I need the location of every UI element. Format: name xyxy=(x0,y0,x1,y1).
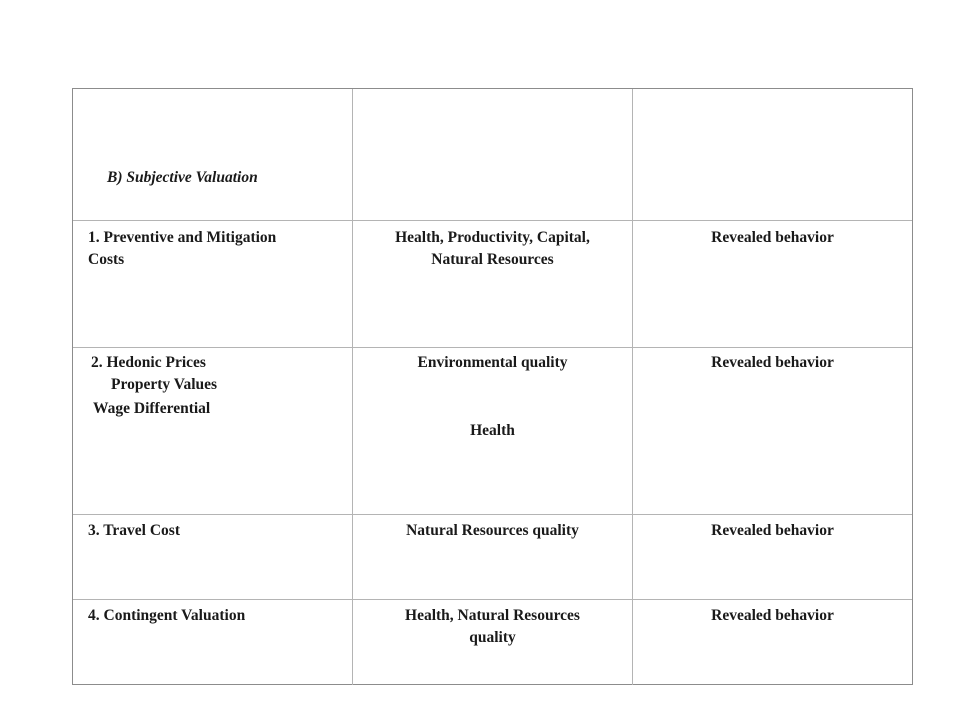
applies-to-line: Health xyxy=(470,422,515,439)
method-line: 1. Preventive and Mitigation xyxy=(88,229,277,246)
applies-to-cell xyxy=(353,600,633,685)
applies-to-line: Health, Productivity, Capital, xyxy=(395,229,590,246)
method-line: 2. Hedonic Prices xyxy=(91,354,206,371)
section-label: B) Subjective Valuation xyxy=(107,169,258,186)
applies-to-line: Health, Natural Resources xyxy=(405,607,580,624)
basis-cell xyxy=(633,600,912,685)
method-cell xyxy=(73,348,353,514)
table-header-row xyxy=(73,89,912,221)
method-line: Property Values xyxy=(111,376,218,393)
applies-to-line: Natural Resources quality xyxy=(406,522,579,539)
method-line: 3. Travel Cost xyxy=(88,522,180,539)
basis-cell xyxy=(633,348,912,514)
table-row xyxy=(73,600,912,685)
table-row xyxy=(73,221,912,348)
basis-text: Revealed behavior xyxy=(711,607,834,624)
applies-to-line: quality xyxy=(469,629,516,646)
method-line: 4. Contingent Valuation xyxy=(88,607,246,624)
basis-cell xyxy=(633,221,912,347)
basis-cell xyxy=(633,515,912,599)
basis-text: Revealed behavior xyxy=(711,229,834,246)
basis-text: Revealed behavior xyxy=(711,354,834,371)
header-cell-applies-to xyxy=(353,89,633,220)
table-row xyxy=(73,515,912,600)
method-cell xyxy=(73,221,353,347)
table-row xyxy=(73,348,912,515)
method-cell xyxy=(73,600,353,685)
basis-text: Revealed behavior xyxy=(711,522,834,539)
method-line: Wage Differential xyxy=(93,400,211,417)
method-line: Costs xyxy=(88,251,125,268)
applies-to-cell xyxy=(353,515,633,599)
header-cell-method xyxy=(73,89,353,220)
applies-to-cell xyxy=(353,348,633,514)
header-cell-basis xyxy=(633,89,912,220)
applies-to-cell xyxy=(353,221,633,347)
applies-to-line: Natural Resources xyxy=(431,251,554,268)
method-cell xyxy=(73,515,353,599)
applies-to-line: Environmental quality xyxy=(417,354,568,371)
valuation-methods-table xyxy=(72,88,913,685)
